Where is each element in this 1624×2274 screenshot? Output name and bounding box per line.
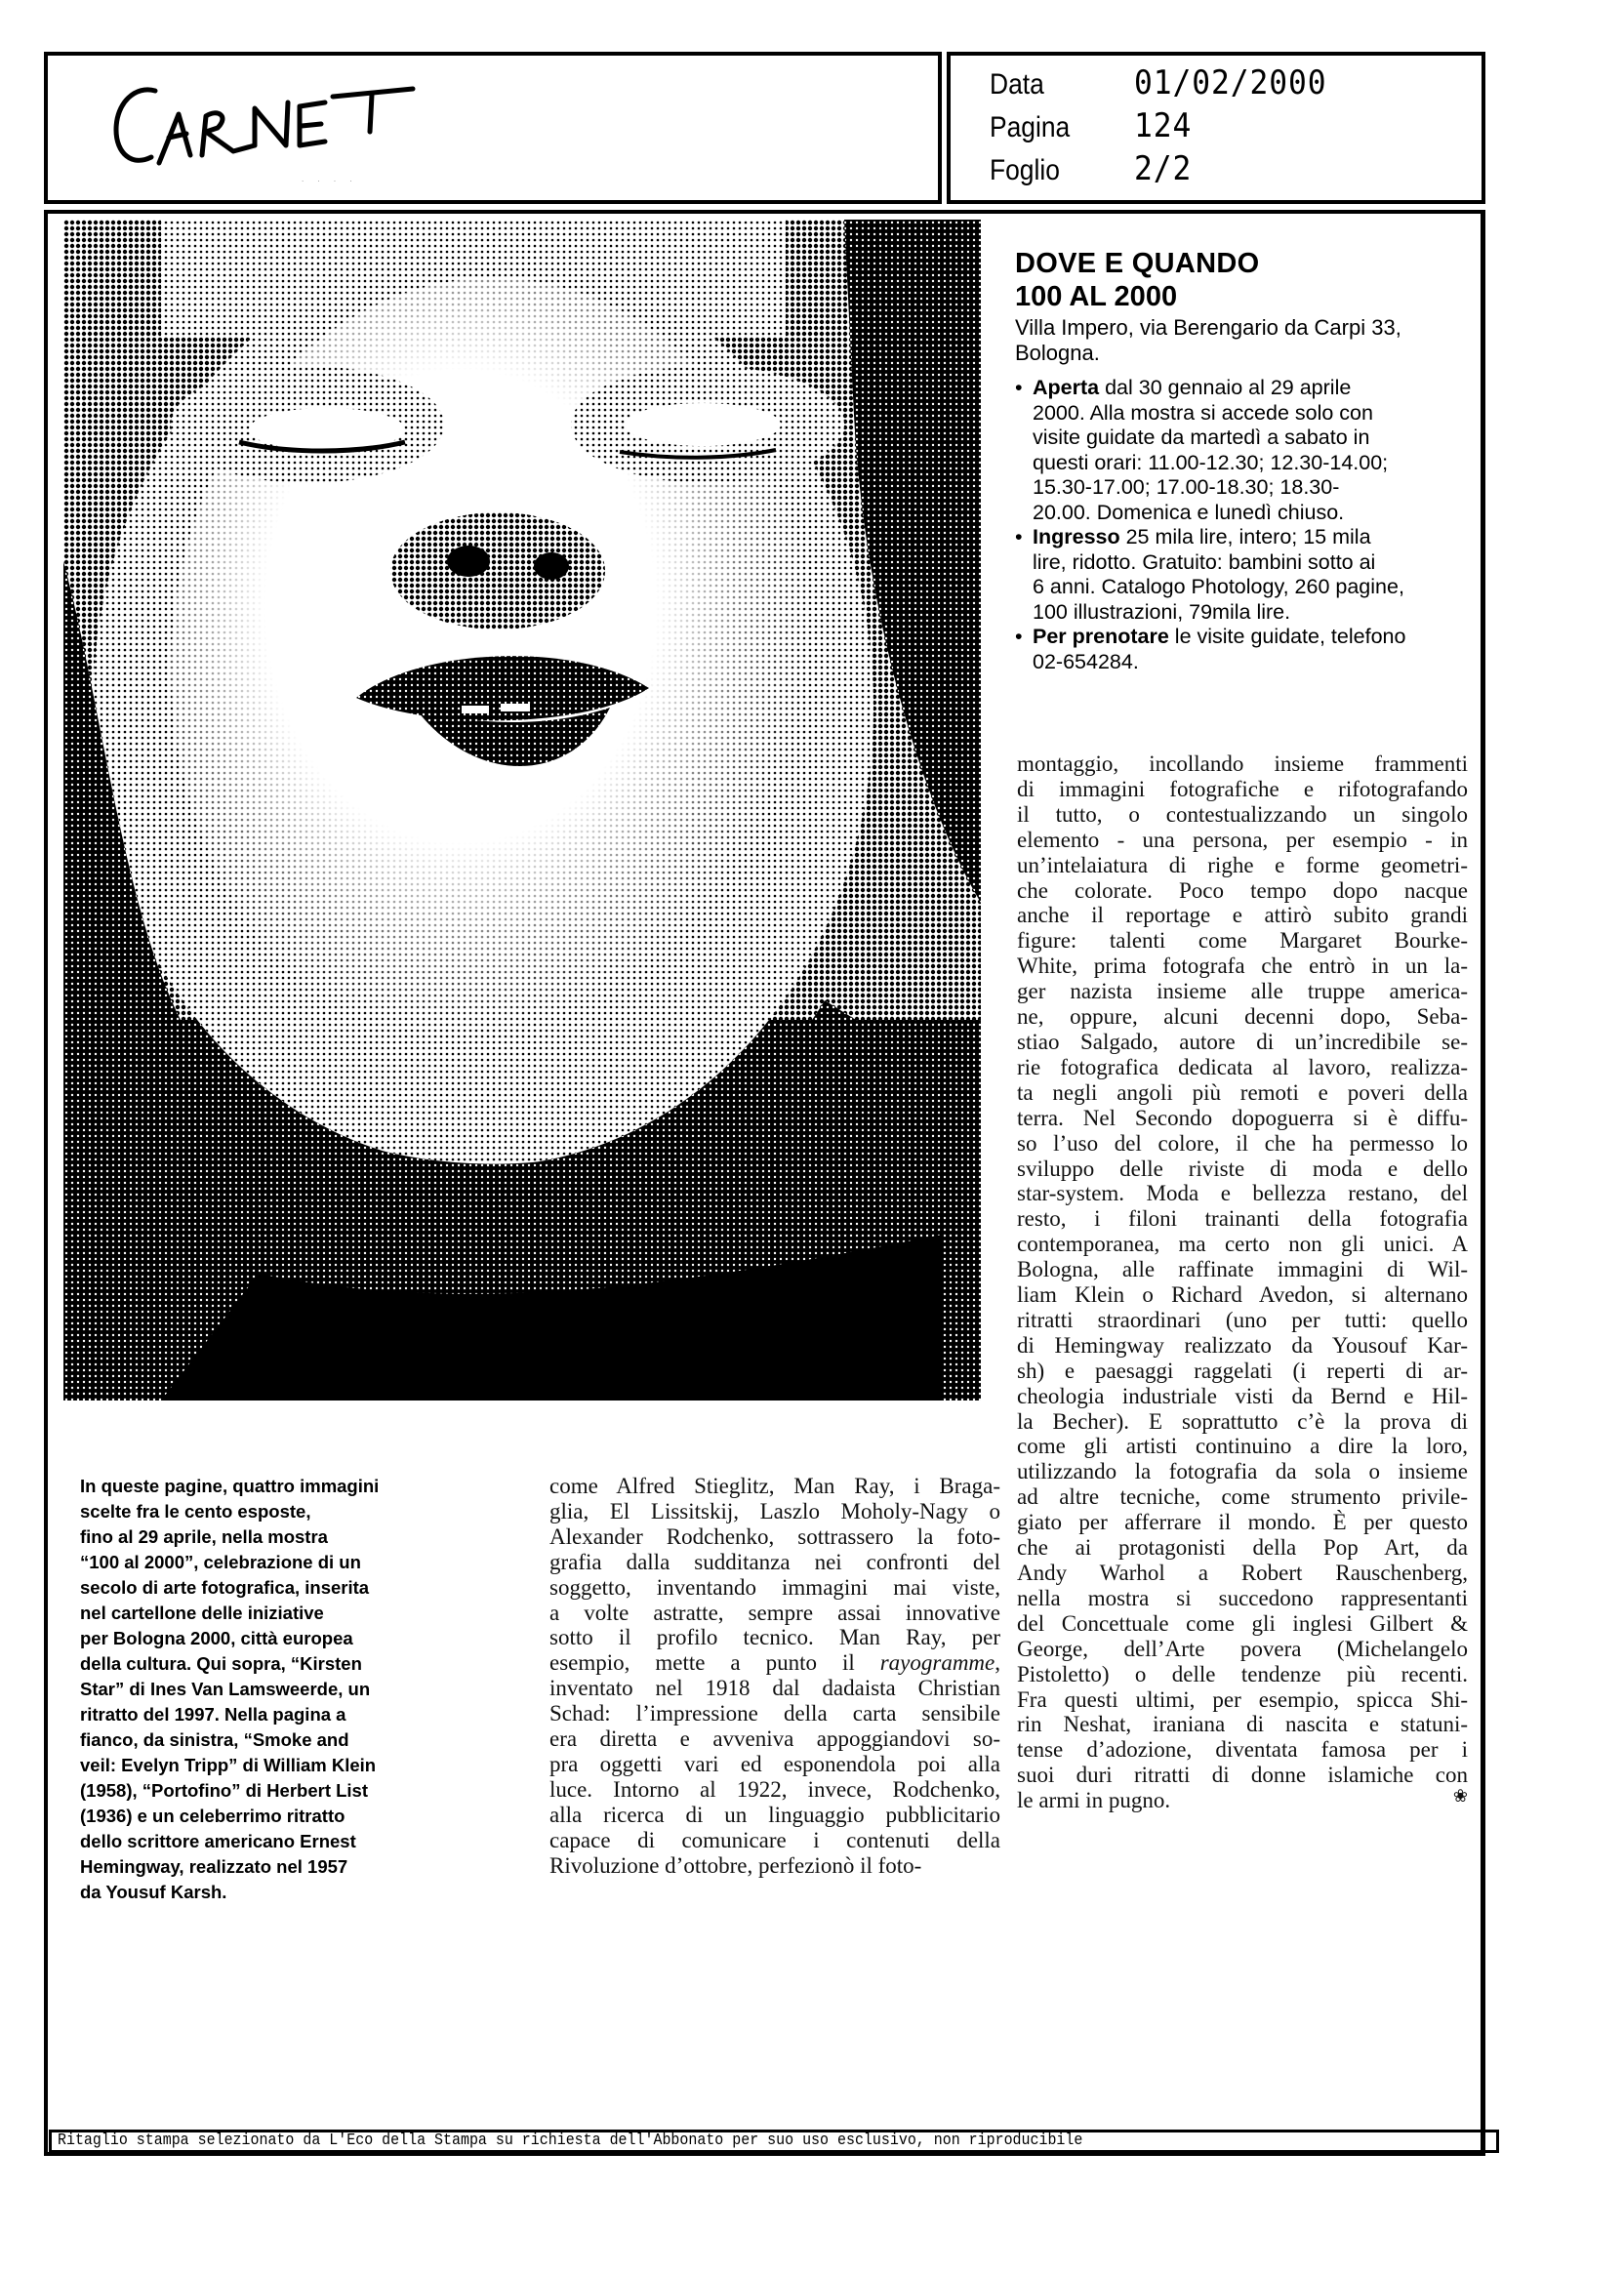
caption-line: Hemingway, realizzato nel 1957: [80, 1856, 348, 1877]
article-line: grafia dalla sudditanza nei confronti del: [549, 1549, 1000, 1574]
article-line: Pistoletto) o delle tendenze più recenti.: [1017, 1661, 1468, 1686]
info-item-booking: [1015, 625, 1474, 674]
info-line: 6 anni. Catalogo Photology, 260 pagine,: [1033, 575, 1404, 598]
article-line: giato per afferrare il mondo. È per questo: [1017, 1510, 1468, 1535]
info-line: 25 mila lire, intero; 15 mila: [1119, 525, 1371, 548]
article-line: ne, oppure, alcuni decenni dopo, Seba-: [1017, 1004, 1468, 1030]
article-line: era diretta e avveniva appoggiandovi so-: [549, 1726, 1000, 1752]
article-line: Alexander Rodchenko, sottrassero la foto-: [549, 1523, 1000, 1549]
article-line: ta negli angoli più remoti e poveri della: [1017, 1079, 1468, 1105]
caption-line: ritratto del 1997. Nella pagina a: [80, 1704, 346, 1725]
article-line: che ai protagonisti della Pop Art, da: [1017, 1535, 1468, 1561]
info-line: 20.00. Domenica e lunedì chiuso.: [1033, 500, 1345, 524]
article-line: George, dell’Arte povera (Michelangelo: [1017, 1636, 1468, 1661]
article-line: soggetto, inventando immagini mai viste,: [549, 1574, 1000, 1600]
masthead-box: [44, 52, 942, 204]
article-line: Fra questi ultimi, per esempio, spicca Shi-: [1017, 1686, 1468, 1712]
meta-sheet-value: 2/2: [1134, 149, 1193, 188]
info-item-opening: [1015, 376, 1474, 525]
caption-line: “100 al 2000”, celebrazione di un: [80, 1552, 361, 1572]
article-line: come Alfred Stieglitz, Man Ray, i Braga-: [549, 1474, 1000, 1498]
caption-line: per Bologna 2000, città europea: [80, 1628, 353, 1648]
info-item-label: Per prenotare: [1033, 625, 1169, 648]
bullet-icon: •: [1015, 525, 1023, 548]
article-line: del Concettuale come gli inglesi Gilbert &: [1017, 1610, 1468, 1636]
nose: [390, 512, 605, 629]
logo-subtitle: . . . .: [302, 175, 358, 183]
article-line: alla ricerca di un linguaggio pubblicitario: [549, 1802, 1000, 1827]
article-line: ger nazista insieme alle truppe america-: [1017, 979, 1468, 1004]
bullet-icon: •: [1015, 625, 1023, 648]
info-address: [1015, 315, 1474, 366]
article-column-right: [1017, 751, 1468, 1813]
article-line: rie fotografica dedicata al lavoro, realizza-: [1017, 1054, 1468, 1079]
info-line: 2000. Alla mostra si accede solo con: [1033, 400, 1373, 425]
article-line: inventato nel 1918 dal dadaista Christian: [549, 1676, 1000, 1701]
article-line: di Hemingway realizzato da Yousouf Kar-: [1017, 1332, 1468, 1358]
info-exhibition-name: 100 AL 2000: [1015, 281, 1178, 312]
article-line: rin Neshat, iraniana di nascita e statuni-: [1017, 1712, 1468, 1737]
caption-line: scelte fra le cento esposte,: [80, 1501, 311, 1522]
article-line: anche il reportage e attirò subito grandi: [1017, 903, 1468, 928]
info-item-label: Ingresso: [1033, 525, 1120, 548]
article-line: Andy Warhol a Robert Rauschenberg,: [1017, 1561, 1468, 1585]
caption-line: (1958), “Portofino” di Herbert List: [80, 1780, 369, 1801]
article-line: terra. Nel Secondo dopoguerra si è diffu-: [1017, 1105, 1468, 1130]
bullet-icon: •: [1015, 376, 1023, 399]
address-line: Villa Impero, via Berengario da Carpi 33,: [1015, 315, 1401, 340]
footer-disclaimer: Ritaglio stampa selezionato da L'Eco della Stampa su richiesta dell'Abbonato per suo uso esclusivo, non riproducibile: [58, 2132, 1083, 2150]
article-line: elemento - una persona, per esempio - in: [1017, 827, 1468, 852]
caption-line: Star” di Ines Van Lamsweerde, un: [80, 1679, 371, 1699]
article-line: White, prima fotografa che entrò in un la-: [1017, 954, 1468, 979]
info-line: dal 30 gennaio al 29 aprile: [1099, 376, 1352, 399]
caption-line: fino al 29 aprile, nella mostra: [80, 1526, 328, 1547]
photo-caption: [80, 1474, 461, 1905]
meta-box: [947, 52, 1485, 204]
article-line: utilizzando la fotografia da sola o insieme: [1017, 1459, 1468, 1484]
info-line: le visite guidate, telefono: [1168, 625, 1406, 648]
article-line: che colorate. Poco tempo dopo nacque: [1017, 877, 1468, 903]
article-line: le armi in pugno.: [1017, 1788, 1171, 1813]
article-line: glia, El Lissitskij, Laszlo Moholy-Nagy o: [549, 1498, 1000, 1523]
article-line: esempio, mette a punto il rayogramme,: [549, 1650, 1000, 1676]
article-line: stiao Salgado, autore di un’incredibile se-: [1017, 1029, 1468, 1054]
article-line: star-system. Moda e bellezza restano, del: [1017, 1181, 1468, 1206]
portrait-photo: [63, 220, 981, 1401]
article-line: nella mostra si succedono rappresentanti: [1017, 1585, 1468, 1610]
meta-page-row: [990, 106, 1197, 145]
info-item-admission: [1015, 525, 1474, 625]
where-when-box: [1015, 247, 1474, 674]
meta-sheet-label: Foglio: [990, 154, 1060, 186]
info-list: [1015, 376, 1474, 674]
info-line: 02-654284.: [1033, 649, 1139, 673]
article-line: tense d’adozione, diventata famosa per i: [1017, 1737, 1468, 1763]
info-title: DOVE E QUANDO: [1015, 248, 1260, 279]
info-line: 100 illustrazioni, 79mila lire.: [1033, 599, 1291, 624]
press-clipping-footer: [49, 2130, 1499, 2153]
halftone-portrait-image: [63, 220, 981, 1401]
caption-line: veil: Evelyn Tripp” di William Klein: [80, 1755, 377, 1775]
article-line: montaggio, incollando insieme frammenti: [1017, 751, 1468, 776]
article-line: la Becher). E soprattutto c’è la prova di: [1017, 1408, 1468, 1434]
caption-line: dello scrittore americano Ernest: [80, 1831, 356, 1851]
article-line: a volte astratte, sempre assai innovative: [549, 1600, 1000, 1625]
article-line: capace di comunicare i contenuti della: [549, 1827, 1000, 1852]
meta-page-value: 124: [1134, 106, 1193, 145]
article-line: contemporanea, ma certo non gli unici. A: [1017, 1232, 1468, 1257]
article-line: di immagini fotografiche e rifotografando: [1017, 776, 1468, 801]
meta-sheet-row: [990, 149, 1197, 188]
info-line: questi orari: 11.00-12.30; 12.30-14.00;: [1033, 450, 1389, 474]
article-line: Bologna, alle raffinate immagini di Wil-: [1017, 1257, 1468, 1282]
end-of-article-icon: ❀: [1452, 1786, 1468, 1807]
meta-date-value: 01/02/2000: [1134, 63, 1327, 102]
caption-line: In queste pagine, quattro immagini: [80, 1476, 380, 1496]
article-line: cheologia industriale visti da Bernd e Hil-: [1017, 1383, 1468, 1408]
article-line: il tutto, o contestualizzando un singolo: [1017, 801, 1468, 827]
article-line: figure: talenti come Margaret Bourke-: [1017, 928, 1468, 954]
article-line: un’intelaiatura di righe e forme geometri-: [1017, 852, 1468, 877]
article-column-middle: [549, 1474, 1000, 1879]
carnet-logo: [108, 73, 440, 171]
article-line: Rivoluzione d’ottobre, perfezionò il foto-: [549, 1852, 922, 1878]
carnet-logo-glyphs: [108, 73, 440, 171]
caption-line: della cultura. Qui sopra, “Kirsten: [80, 1653, 362, 1674]
info-line: lire, ridotto. Gratuito: bambini sotto ai: [1033, 549, 1376, 574]
article-line: so l’uso del colore, il che ha permesso lo: [1017, 1130, 1468, 1156]
caption-line: nel cartellone delle iniziative: [80, 1603, 324, 1623]
meta-page-label: Pagina: [990, 111, 1071, 143]
caption-line: fianco, da sinistra, “Smoke and: [80, 1729, 349, 1750]
article-line: ritratti straordinari (uno per tutti: quello: [1017, 1307, 1468, 1332]
info-line: visite guidate da martedì a sabato in: [1033, 426, 1370, 449]
meta-date-label: Data: [990, 68, 1044, 101]
article-line: come gli artisti continuino a dire la loro,: [1017, 1434, 1468, 1459]
article-line: liam Klein o Richard Avedon, si alternano: [1017, 1282, 1468, 1308]
caption-line: secolo di arte fotografica, inserita: [80, 1577, 370, 1598]
address-line: Bologna.: [1015, 341, 1100, 365]
article-line: ad altre tecniche, come strumento privile-: [1017, 1484, 1468, 1510]
article-line: sotto il profilo tecnico. Man Ray, per: [549, 1625, 1000, 1650]
article-line: sviluppo delle riviste di moda e dello: [1017, 1156, 1468, 1181]
article-line: sh) e paesaggi raggelati (i reperti di ar-: [1017, 1358, 1468, 1383]
article-line: resto, i filoni trainanti della fotografia: [1017, 1206, 1468, 1232]
article-line: pra oggetti vari ed esponendola poi alla: [549, 1751, 1000, 1776]
meta-date-row: [990, 63, 1344, 102]
info-item-label: Aperta: [1033, 376, 1100, 399]
caption-line: da Yousuf Karsh.: [80, 1882, 227, 1902]
article-line: suoi duri ritratti di donne islamiche con: [1017, 1763, 1468, 1788]
caption-line: (1936) e un celeberrimo ritratto: [80, 1806, 345, 1826]
article-line: luce. Intorno al 1922, invece, Rodchenko,: [549, 1776, 1000, 1802]
info-line: 15.30-17.00; 17.00-18.30; 18.30-: [1033, 475, 1340, 499]
article-line: Schad: l’impressione della carta sensibile: [549, 1701, 1000, 1726]
